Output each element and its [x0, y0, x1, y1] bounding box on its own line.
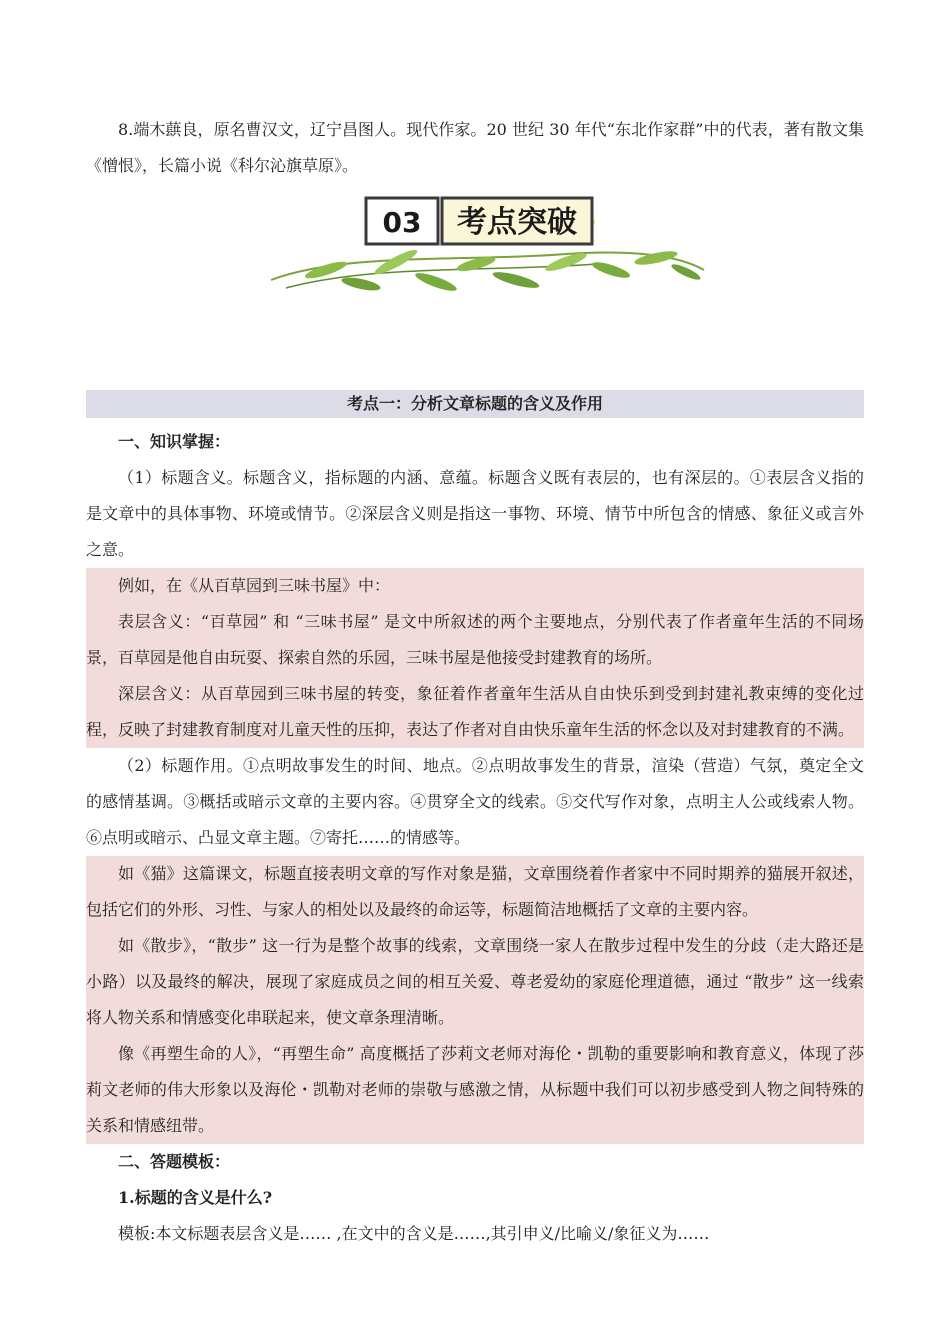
- example-paragraph: 如《猫》这篇课文，标题直接表明文章的写作对象是猫，文章围绕着作者家中不同时期养的猫展开叙述，包括它们的外形、习性、与家人的相处以及最终的命运等，标题简洁地概括了文章的主要内容。: [86, 864, 864, 919]
- banner-number: 03: [382, 206, 422, 239]
- page-content: [86, 112, 864, 1252]
- example-paragraph: 如《散步》，“散步” 这一行为是整个故事的线索，文章围绕一家人在散步过程中发生的分歧（走大路还是小路）以及最终的解决，展现了家庭成员之间的相互关爱、尊老爱幼的家庭伦理道德，通过 “散步” 这一线索将人物关系和情感变化串联起来，使文章条理清晰。: [86, 936, 864, 1027]
- section-banner: [266, 192, 706, 322]
- topic-title-bar: 考点一：分析文章标题的含义及作用: [86, 390, 864, 418]
- example-paragraph: 例如，在《从百草园到三味书屋》中：: [118, 576, 391, 595]
- section-banner-wrap: [86, 184, 864, 390]
- example-paragraph: 深层含义：从百草园到三味书屋的转变，象征着作者童年生活从自由快乐到受到封建礼教束缚的变化过程，反映了封建教育制度对儿童天性的压抑，表达了作者对自由快乐童年生活的怀念以及对封建教育的不满。: [86, 684, 864, 739]
- paragraph-title-function: （2）标题作用。①点明故事发生的时间、地点。②点明故事发生的背景，渲染（营造）气氛，奠定全文的感情基调。③概括或暗示文章的主要内容。④贯穿全文的线索。⑤交代写作对象，点明主人公或线索人物。⑥点明或暗示、凸显文章主题。⑦寄托……的情感等。: [86, 756, 864, 847]
- section-heading-template: 二、答题模板：: [118, 1152, 231, 1171]
- intro-paragraph: 8.端木蕻良，原名曹汉文，辽宁昌图人。现代作家。20 世纪 30 年代“东北作家群”中的代表，著有散文集《憎恨》，长篇小说《科尔沁旗草原》。: [86, 120, 864, 175]
- example-paragraph: 像《再塑生命的人》，“再塑生命” 高度概括了莎莉文老师对海伦・凯勒的重要影响和教育意义，体现了莎莉文老师的伟大形象以及海伦・凯勒对老师的崇敬与感激之情，从标题中我们可以初步感受到人物之间特殊的关系和情感纽带。: [86, 1044, 864, 1135]
- example-block-1: [86, 568, 864, 748]
- paragraph-title-meaning: （1）标题含义。标题含义，指标题的内涵、意蕴。标题含义既有表层的，也有深层的。①表层含义指的是文章中的具体事物、环境或情节。②深层含义则是指这一事物、环境、情节中所包含的情感、象征义或言外之意。: [86, 468, 864, 559]
- banner-title: 考点突破: [457, 205, 577, 240]
- question-heading: 1.标题的含义是什么?: [118, 1188, 273, 1207]
- example-block-2: [86, 856, 864, 1144]
- answer-template: 模板:本文标题表层含义是…… ,在文中的含义是……,其引申义/比喻义/象征义为……: [118, 1224, 710, 1243]
- section-heading-knowledge: 一、知识掌握：: [118, 432, 231, 451]
- example-paragraph: 表层含义：“百草园” 和 “三味书屋” 是文中所叙述的两个主要地点，分别代表了作者童年生活的不同场景，百草园是他自由玩耍、探索自然的乐园，三味书屋是他接受封建教育的场所。: [86, 612, 864, 667]
